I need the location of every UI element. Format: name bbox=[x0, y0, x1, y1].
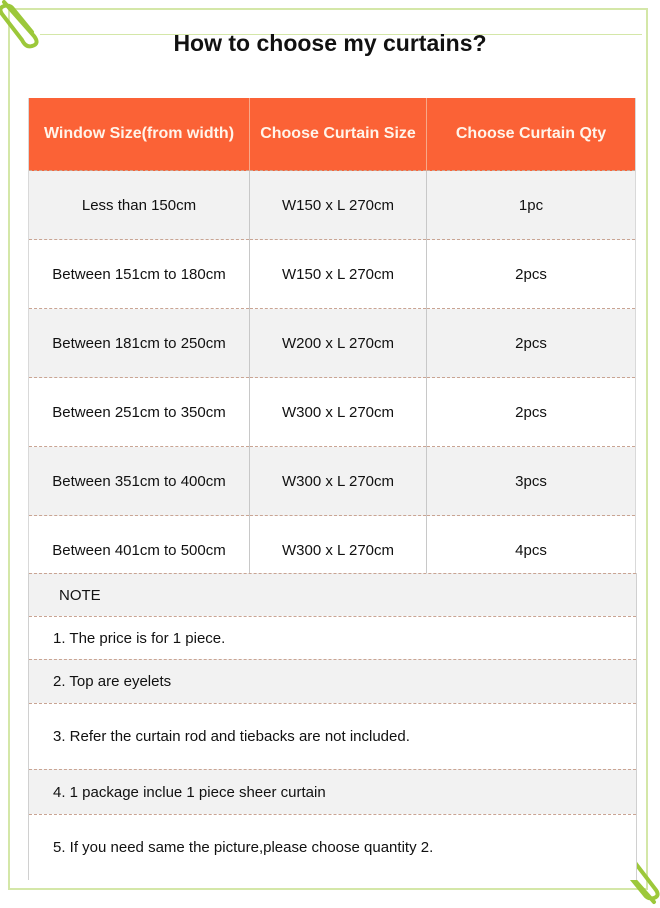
curtain-qty-cell: 3pcs bbox=[427, 447, 636, 516]
table-row bbox=[29, 171, 636, 240]
curtain-size-cell: W150 x L 270cm bbox=[250, 240, 427, 309]
window-size-cell: Less than 150cm bbox=[29, 171, 250, 240]
page-title: How to choose my curtains? bbox=[173, 30, 487, 56]
window-size-cell: Between 251cm to 350cm bbox=[29, 378, 250, 447]
notes-section bbox=[28, 573, 637, 880]
table-row bbox=[29, 378, 636, 447]
curtain-size-table bbox=[28, 98, 636, 584]
note-item: 5. If you need same the picture,please choose quantity 2. bbox=[29, 814, 636, 880]
header-curtain-qty: Choose Curtain Qty bbox=[427, 98, 636, 171]
curtain-qty-cell: 1pc bbox=[427, 171, 636, 240]
curtain-size-cell: W300 x L 270cm bbox=[250, 447, 427, 516]
note-item: 3. Refer the curtain rod and tiebacks are not included. bbox=[29, 703, 636, 769]
curtain-size-cell: W150 x L 270cm bbox=[250, 171, 427, 240]
curtain-qty-cell: 2pcs bbox=[427, 309, 636, 378]
table-row bbox=[29, 240, 636, 309]
curtain-size-cell: W200 x L 270cm bbox=[250, 309, 427, 378]
curtain-qty-cell: 2pcs bbox=[427, 240, 636, 309]
note-item: 2. Top are eyelets bbox=[29, 659, 636, 703]
notes-heading: NOTE bbox=[29, 573, 636, 616]
window-size-cell: Between 351cm to 400cm bbox=[29, 447, 250, 516]
table-header-row bbox=[29, 98, 636, 171]
window-size-cell: Between 151cm to 180cm bbox=[29, 240, 250, 309]
curtain-qty-cell: 4pcs bbox=[427, 516, 636, 585]
table-row bbox=[29, 447, 636, 516]
curtain-qty-cell: 2pcs bbox=[427, 378, 636, 447]
table-row bbox=[29, 309, 636, 378]
curtain-size-cell: W300 x L 270cm bbox=[250, 516, 427, 585]
header-window-size: Window Size(from width) bbox=[29, 98, 250, 171]
window-size-cell: Between 401cm to 500cm bbox=[29, 516, 250, 585]
note-item: 4. 1 package inclue 1 piece sheer curtain bbox=[29, 769, 636, 814]
note-item: 1. The price is for 1 piece. bbox=[29, 616, 636, 659]
curtain-size-cell: W300 x L 270cm bbox=[250, 378, 427, 447]
window-size-cell: Between 181cm to 250cm bbox=[29, 309, 250, 378]
header-curtain-size: Choose Curtain Size bbox=[250, 98, 427, 171]
